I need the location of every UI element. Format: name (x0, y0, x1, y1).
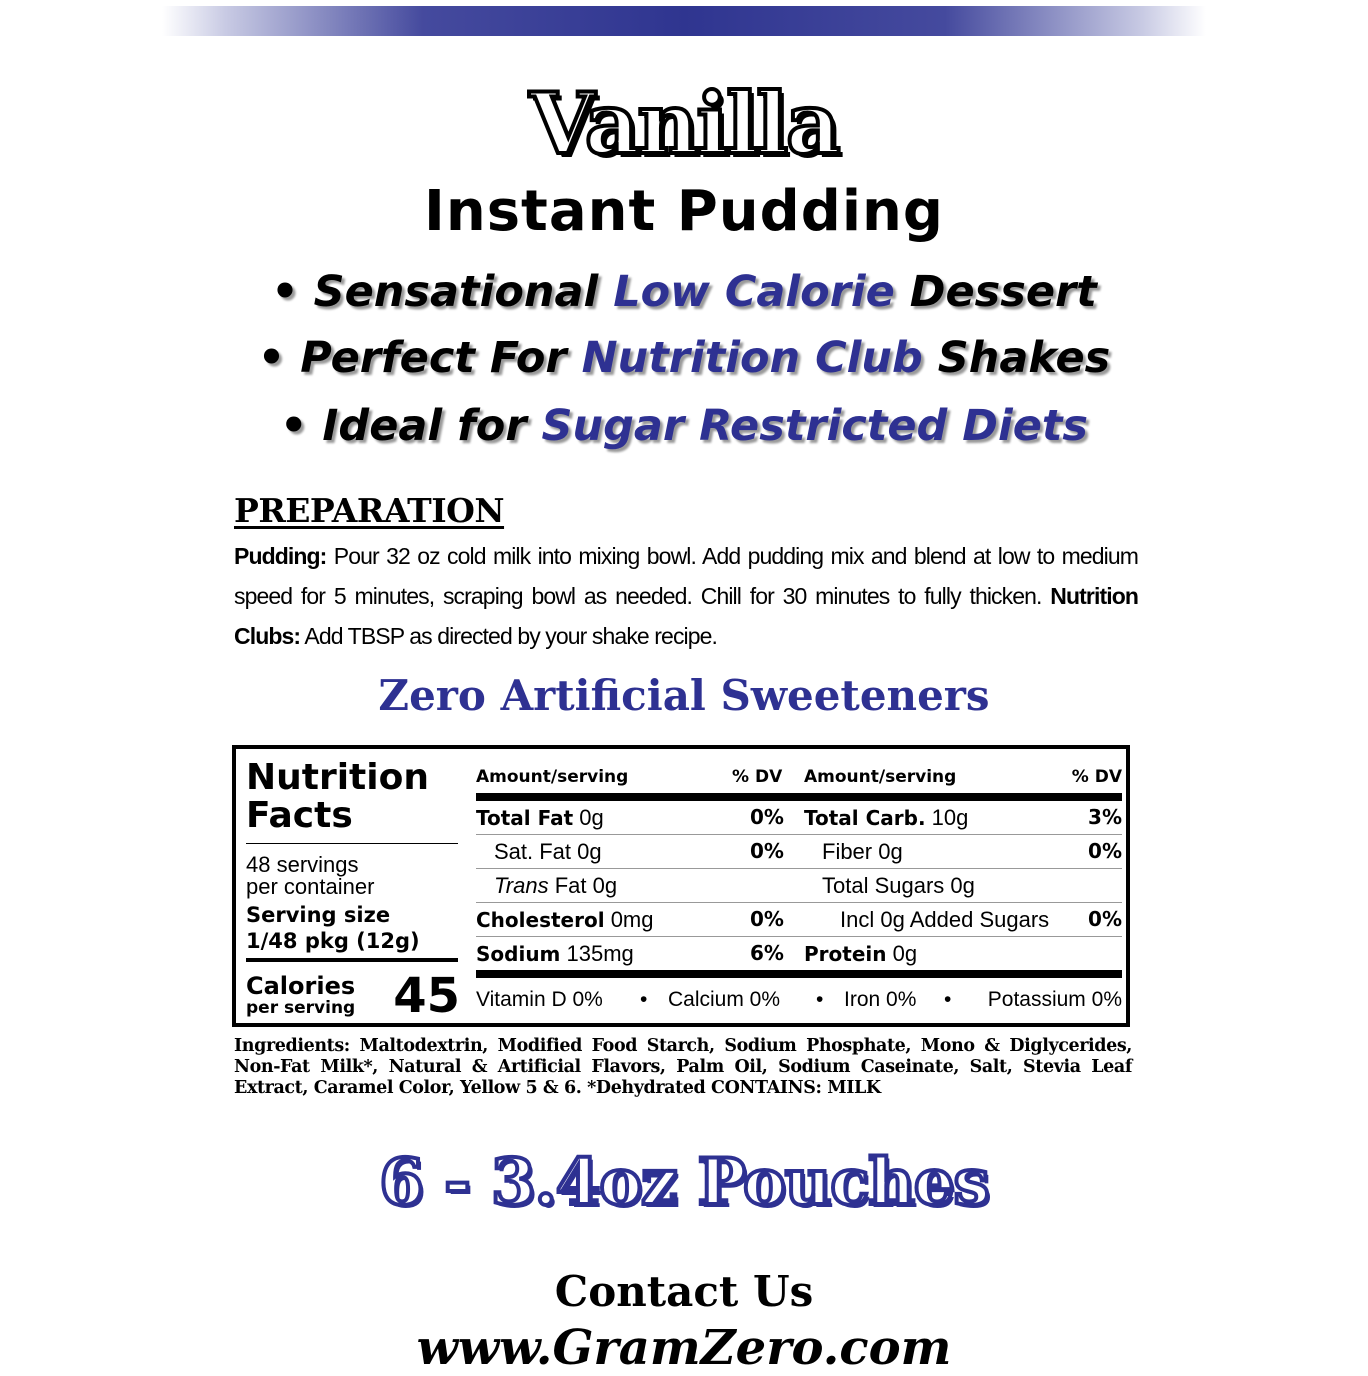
calories-per-serving: per serving (246, 998, 356, 1018)
nutrient-row: Sodium 135mg 6% Protein 0g (476, 937, 1122, 978)
tagline: Zero Artificial Sweeteners (378, 671, 990, 720)
nutrient-table (476, 763, 1122, 1018)
nutrition-facts-panel (232, 745, 1130, 1027)
feature-bullet-3: • Ideal for Sugar Restricted Diets (279, 401, 1089, 451)
calcium: Calcium 0% (668, 988, 781, 1011)
package-count: 6 - 3.4oz Pouches (379, 1145, 989, 1220)
product-subtitle: Instant Pudding (424, 179, 944, 244)
servings-per-container: 48 servings per container (246, 852, 375, 899)
potassium: Potassium 0% (987, 988, 1122, 1011)
vitamins-row (476, 978, 1122, 1018)
calories-value: 45 (393, 968, 460, 1024)
serving-size: Serving size 1/48 pkg (12g) (246, 902, 458, 962)
nutrient-row: Trans Fat 0g Total Sugars 0g (476, 869, 1122, 903)
website-link: www.GramZero.com (416, 1320, 952, 1376)
separator-dot: • (816, 988, 824, 1011)
preparation-heading: PREPARATION (234, 491, 505, 530)
calories-label: Calories (246, 972, 356, 1000)
feature-bullet-1: • Sensational Low Calorie Dessert (271, 267, 1097, 317)
nutrient-row: Cholesterol 0mg 0% Incl 0g Added Sugars 0% (476, 903, 1122, 937)
header-amount-left: Amount/serving (476, 767, 629, 787)
header-amount-right: Amount/serving (804, 767, 957, 787)
feature-bullet-2: • Perfect For Nutrition Club Shakes (257, 333, 1111, 383)
iron: Iron 0% (844, 988, 917, 1011)
header-dv-right: % DV (1071, 767, 1122, 787)
vitamin-d: Vitamin D 0% (476, 988, 603, 1011)
contact-heading: Contact Us (554, 1267, 814, 1316)
ingredients-list: Ingredients: Maltodextrin, Modified Food Starch, Sodium Phosphate, Mono & Diglycerides, Non-Fat Milk*, Natural & Artificial Flavors, Palm Oil, Sodium Caseinate, Salt, Stevia Leaf Extract, Caramel Color, Yellow 5 & 6. *Dehydrated CONTAINS: MILK (234, 1036, 1132, 1098)
preparation-text: Pudding: Pour 32 oz cold milk into mixing bowl. Add pudding mix and blend at low to medium speed for 5 minutes, scraping bowl as needed. Chill for 30 minutes to fully thicken. Nutrition Clubs: Add TBSP as directed by your shake recipe. (234, 543, 1138, 649)
nutrition-summary (246, 757, 460, 1024)
calories (246, 964, 460, 1024)
nutrient-table-header (476, 763, 1122, 801)
nutrient-row: Total Fat 0g 0% Total Carb. 10g 3% (476, 801, 1122, 835)
top-gradient-bar (162, 6, 1206, 36)
separator-dot: • (640, 988, 648, 1011)
product-title: Vanilla (529, 74, 839, 173)
nutrition-title: Nutrition Facts (246, 759, 458, 844)
separator-dot: • (944, 988, 952, 1011)
nutrient-row: Sat. Fat 0g 0% Fiber 0g 0% (476, 835, 1122, 869)
header-dv-left: % DV (732, 767, 783, 787)
